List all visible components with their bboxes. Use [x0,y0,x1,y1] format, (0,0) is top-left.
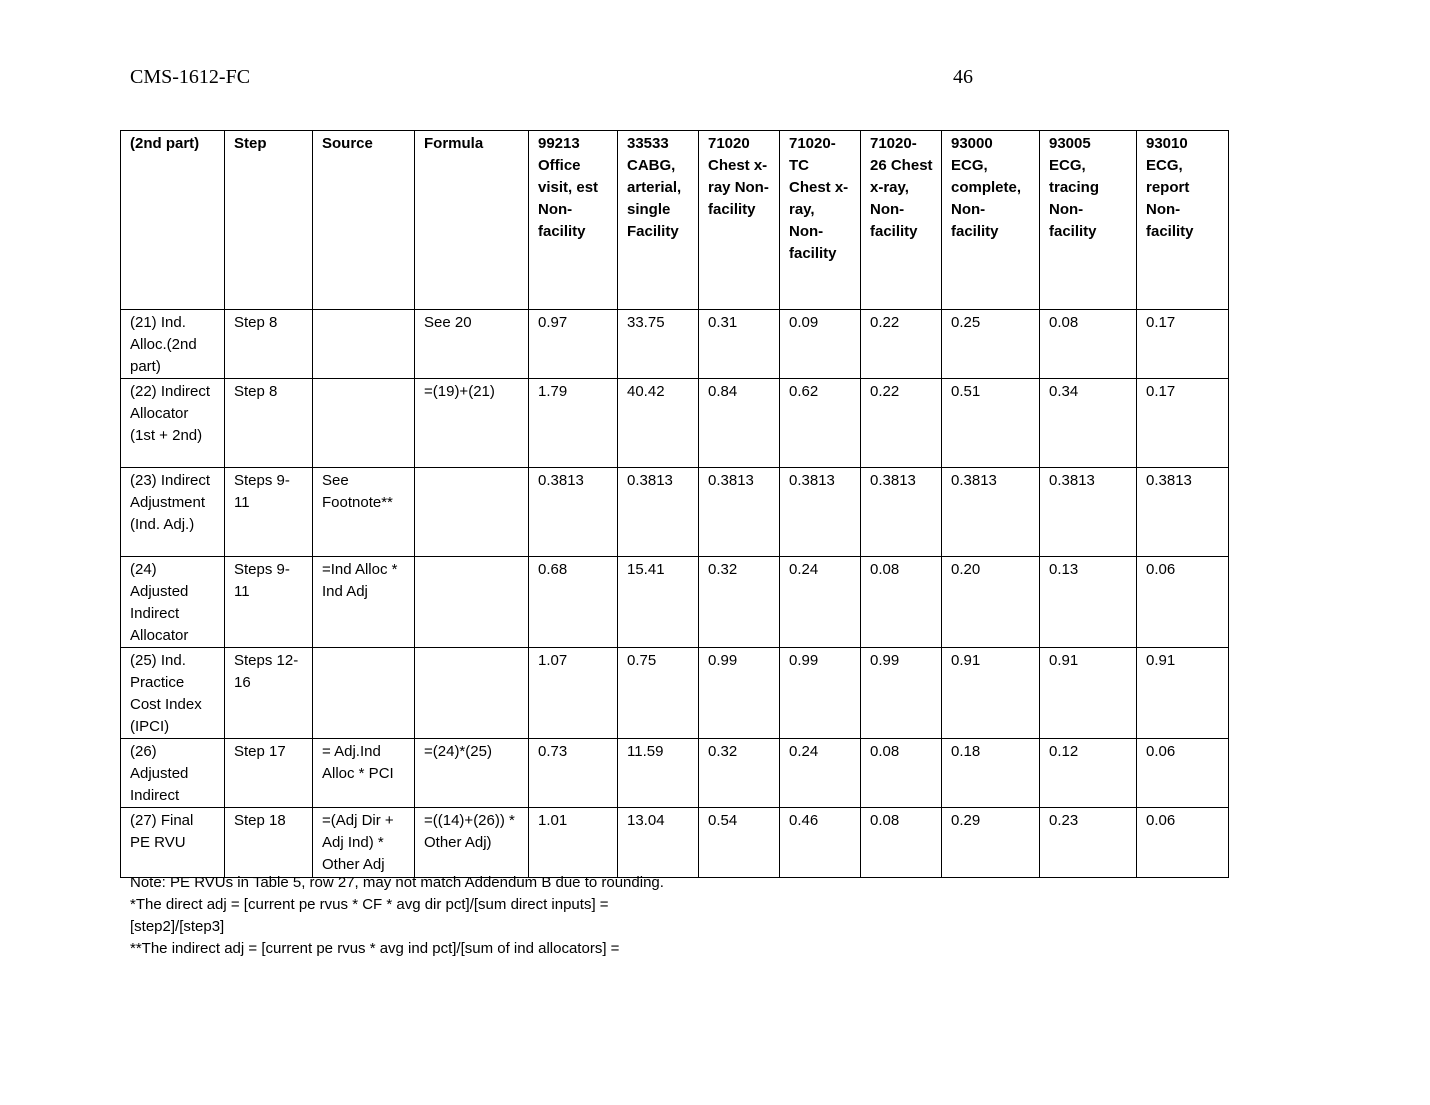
step-cell: Steps 9-11 [225,557,313,648]
table-row [121,310,1229,379]
value-cell: 0.18 [942,739,1040,808]
column-header-93005: 93005 ECG, tracing Non-facility [1040,131,1137,310]
value-cell: 0.3813 [942,468,1040,557]
column-header-step: Step [225,131,313,310]
note-indirect-adj: **The indirect adj = [current pe rvus * avg ind pct]/[sum of ind allocators] = [130,940,620,957]
value-cell: 0.08 [861,739,942,808]
column-header-71020-tc: 71020-TC Chest x-ray, Non-facility [780,131,861,310]
value-cell: 0.99 [699,648,780,739]
value-cell: 0.12 [1040,739,1137,808]
row-label: (26) Adjusted Indirect [121,739,225,808]
formula-cell: =(19)+(21) [415,379,529,468]
value-cell: 0.20 [942,557,1040,648]
value-cell: 0.54 [699,808,780,878]
value-cell: 0.3813 [618,468,699,557]
row-label: (23) Indirect Adjustment (Ind. Adj.) [121,468,225,557]
formula-cell [415,468,529,557]
value-cell: 0.32 [699,739,780,808]
value-cell: 0.51 [942,379,1040,468]
table-row [121,557,1229,648]
value-cell: 40.42 [618,379,699,468]
value-cell: 33.75 [618,310,699,379]
step-cell: Step 8 [225,379,313,468]
value-cell: 0.23 [1040,808,1137,878]
table-notes [130,872,750,960]
table-row [121,739,1229,808]
formula-cell: =((14)+(26)) * Other Adj) [415,808,529,878]
value-cell: 0.24 [780,557,861,648]
value-cell: 0.97 [529,310,618,379]
source-cell: See Footnote** [313,468,415,557]
table-row [121,468,1229,557]
value-cell: 1.79 [529,379,618,468]
value-cell: 0.13 [1040,557,1137,648]
value-cell: 0.31 [699,310,780,379]
value-cell: 0.62 [780,379,861,468]
value-cell: 13.04 [618,808,699,878]
value-cell: 0.06 [1137,808,1229,878]
value-cell: 0.22 [861,310,942,379]
column-header-33533: 33533 CABG, arterial, single Facility [618,131,699,310]
row-label: (24) Adjusted Indirect Allocator [121,557,225,648]
value-cell: 0.06 [1137,739,1229,808]
value-cell: 0.75 [618,648,699,739]
formula-cell [415,557,529,648]
row-label: (25) Ind. Practice Cost Index (IPCI) [121,648,225,739]
value-cell: 1.01 [529,808,618,878]
source-cell: =Ind Alloc * Ind Adj [313,557,415,648]
row-label: (27) Final PE RVU [121,808,225,878]
step-cell: Steps 12-16 [225,648,313,739]
value-cell: 0.46 [780,808,861,878]
value-cell: 0.3813 [861,468,942,557]
document-id: CMS-1612-FC [130,66,251,88]
step-cell: Step 18 [225,808,313,878]
value-cell: 0.3813 [1137,468,1229,557]
table-header-row [121,131,1229,310]
note-rounding: Note: PE RVUs in Table 5, row 27, may not match Addendum B due to rounding. [130,874,664,891]
source-cell: = Adj.Ind Alloc * PCI [313,739,415,808]
column-header-71020-26: 71020-26 Chest x-ray, Non-facility [861,131,942,310]
value-cell: 0.68 [529,557,618,648]
corner-label: (2nd part) [121,131,225,310]
step-cell: Steps 9-11 [225,468,313,557]
column-header-93010: 93010 ECG, report Non-facility [1137,131,1229,310]
source-cell [313,379,415,468]
value-cell: 0.3813 [1040,468,1137,557]
value-cell: 0.09 [780,310,861,379]
column-header-source: Source [313,131,415,310]
step-cell: Step 17 [225,739,313,808]
value-cell: 0.91 [1040,648,1137,739]
value-cell: 0.3813 [529,468,618,557]
table-row [121,808,1229,878]
value-cell: 0.17 [1137,379,1229,468]
page-number: 46 [953,66,973,88]
value-cell: 1.07 [529,648,618,739]
value-cell: 0.32 [699,557,780,648]
value-cell: 0.91 [1137,648,1229,739]
value-cell: 0.08 [1040,310,1137,379]
formula-cell [415,648,529,739]
value-cell: 0.99 [780,648,861,739]
value-cell: 0.08 [861,808,942,878]
column-header-formula: Formula [415,131,529,310]
row-label: (22) Indirect Allocator (1st + 2nd) [121,379,225,468]
column-header-99213: 99213 Office visit, est Non-facility [529,131,618,310]
value-cell: 0.06 [1137,557,1229,648]
source-cell: =(Adj Dir + Adj Ind) * Other Adj [313,808,415,878]
value-cell: 0.3813 [699,468,780,557]
value-cell: 0.25 [942,310,1040,379]
column-header-93000: 93000 ECG, complete, Non-facility [942,131,1040,310]
value-cell: 0.91 [942,648,1040,739]
value-cell: 0.22 [861,379,942,468]
value-cell: 0.84 [699,379,780,468]
source-cell [313,310,415,379]
step-cell: Step 8 [225,310,313,379]
value-cell: 0.08 [861,557,942,648]
source-cell [313,648,415,739]
value-cell: 0.24 [780,739,861,808]
table-row [121,648,1229,739]
value-cell: 0.73 [529,739,618,808]
value-cell: 0.3813 [780,468,861,557]
value-cell: 0.17 [1137,310,1229,379]
value-cell: 0.29 [942,808,1040,878]
formula-cell: See 20 [415,310,529,379]
value-cell: 15.41 [618,557,699,648]
note-direct-adj: *The direct adj = [current pe rvus * CF * avg dir pct]/[sum direct inputs] = [130,896,609,913]
note-direct-adj-continued: [step2]/[step3] [130,918,225,935]
pe-rvu-table [120,130,1229,878]
value-cell: 11.59 [618,739,699,808]
formula-cell: =(24)*(25) [415,739,529,808]
value-cell: 0.99 [861,648,942,739]
column-header-71020: 71020 Chest x-ray Non-facility [699,131,780,310]
table-row [121,379,1229,468]
row-label: (21) Ind. Alloc.(2nd part) [121,310,225,379]
value-cell: 0.34 [1040,379,1137,468]
table-body [121,310,1229,878]
